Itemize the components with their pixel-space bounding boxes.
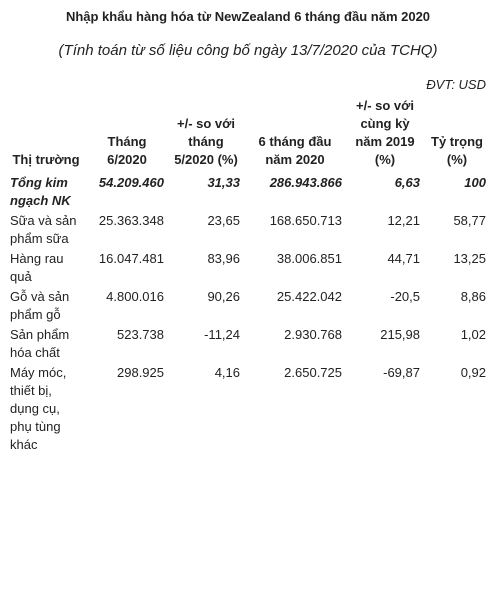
cell-market: Máy móc, thiết bị, dụng cụ, phụ tùng khác — [10, 365, 67, 452]
cell-change-vs-may: 83,96 — [207, 251, 240, 266]
import-table — [6, 96, 490, 455]
cell-share: 0,92 — [460, 365, 486, 380]
cell-six-months-2020: 25.422.042 — [276, 289, 342, 304]
cell-share: 1,02 — [460, 327, 486, 342]
cell-share: 58,77 — [453, 213, 486, 228]
table-row — [6, 287, 490, 325]
header-change-vs-2019: +/- so với cùng kỳ năm 2019 (%) — [355, 98, 415, 167]
header-six-months-2020: 6 tháng đầu năm 2020 — [258, 134, 332, 167]
cell-change-vs-2019: 6,63 — [394, 175, 420, 190]
cell-market: Tổng kim ngạch NK — [10, 175, 71, 208]
header-june-2020: Tháng 6/2020 — [107, 134, 147, 167]
cell-market: Sản phẩm hóa chất — [10, 327, 70, 360]
unit-label: ĐVT: USD — [426, 77, 486, 92]
cell-change-vs-2019: -20,5 — [390, 289, 420, 304]
cell-june-2020: 523.738 — [117, 327, 164, 342]
cell-june-2020: 298.925 — [117, 365, 164, 380]
cell-share: 8,86 — [460, 289, 486, 304]
page-title: Nhập khẩu hàng hóa từ NewZealand 6 tháng đầu năm 2020 — [65, 9, 431, 24]
cell-change-vs-2019: 12,21 — [387, 213, 420, 228]
cell-six-months-2020: 38.006.851 — [276, 251, 342, 266]
cell-change-vs-may: 23,65 — [207, 213, 240, 228]
page-subtitle: (Tính toán từ số liệu công bố ngày 13/7/2020 của TCHQ) — [58, 42, 438, 59]
cell-six-months-2020: 2.930.768 — [284, 327, 342, 342]
header-change-vs-may: +/- so với tháng 5/2020 (%) — [174, 116, 238, 167]
table-row — [6, 211, 490, 249]
table-row — [6, 325, 490, 363]
cell-change-vs-may: 31,33 — [207, 175, 240, 190]
header-share: Tỷ trọng (%) — [431, 134, 483, 167]
cell-share: 100 — [464, 175, 486, 190]
cell-change-vs-2019: -69,87 — [383, 365, 420, 380]
cell-market: Gỗ và sản phẩm gỗ — [10, 289, 70, 322]
cell-share: 13,25 — [453, 251, 486, 266]
cell-june-2020: 4.800.016 — [106, 289, 164, 304]
table-row-total — [6, 173, 490, 211]
cell-change-vs-may: -11,24 — [204, 327, 240, 342]
cell-six-months-2020: 286.943.866 — [269, 175, 342, 190]
cell-change-vs-may: 4,16 — [214, 365, 240, 380]
cell-change-vs-2019: 215,98 — [380, 327, 420, 342]
cell-change-vs-2019: 44,71 — [387, 251, 420, 266]
header-market: Thị trường — [12, 152, 80, 167]
table-row — [6, 363, 490, 455]
cell-june-2020: 54.209.460 — [98, 175, 164, 190]
table-header-row — [6, 96, 490, 173]
cell-market: Sữa và sản phẩm sữa — [10, 213, 77, 246]
cell-june-2020: 25.363.348 — [98, 213, 164, 228]
table-row — [6, 249, 490, 287]
cell-six-months-2020: 2.650.725 — [284, 365, 342, 380]
cell-change-vs-may: 90,26 — [207, 289, 240, 304]
cell-six-months-2020: 168.650.713 — [269, 213, 342, 228]
cell-june-2020: 16.047.481 — [98, 251, 164, 266]
cell-market: Hàng rau quả — [10, 251, 64, 284]
